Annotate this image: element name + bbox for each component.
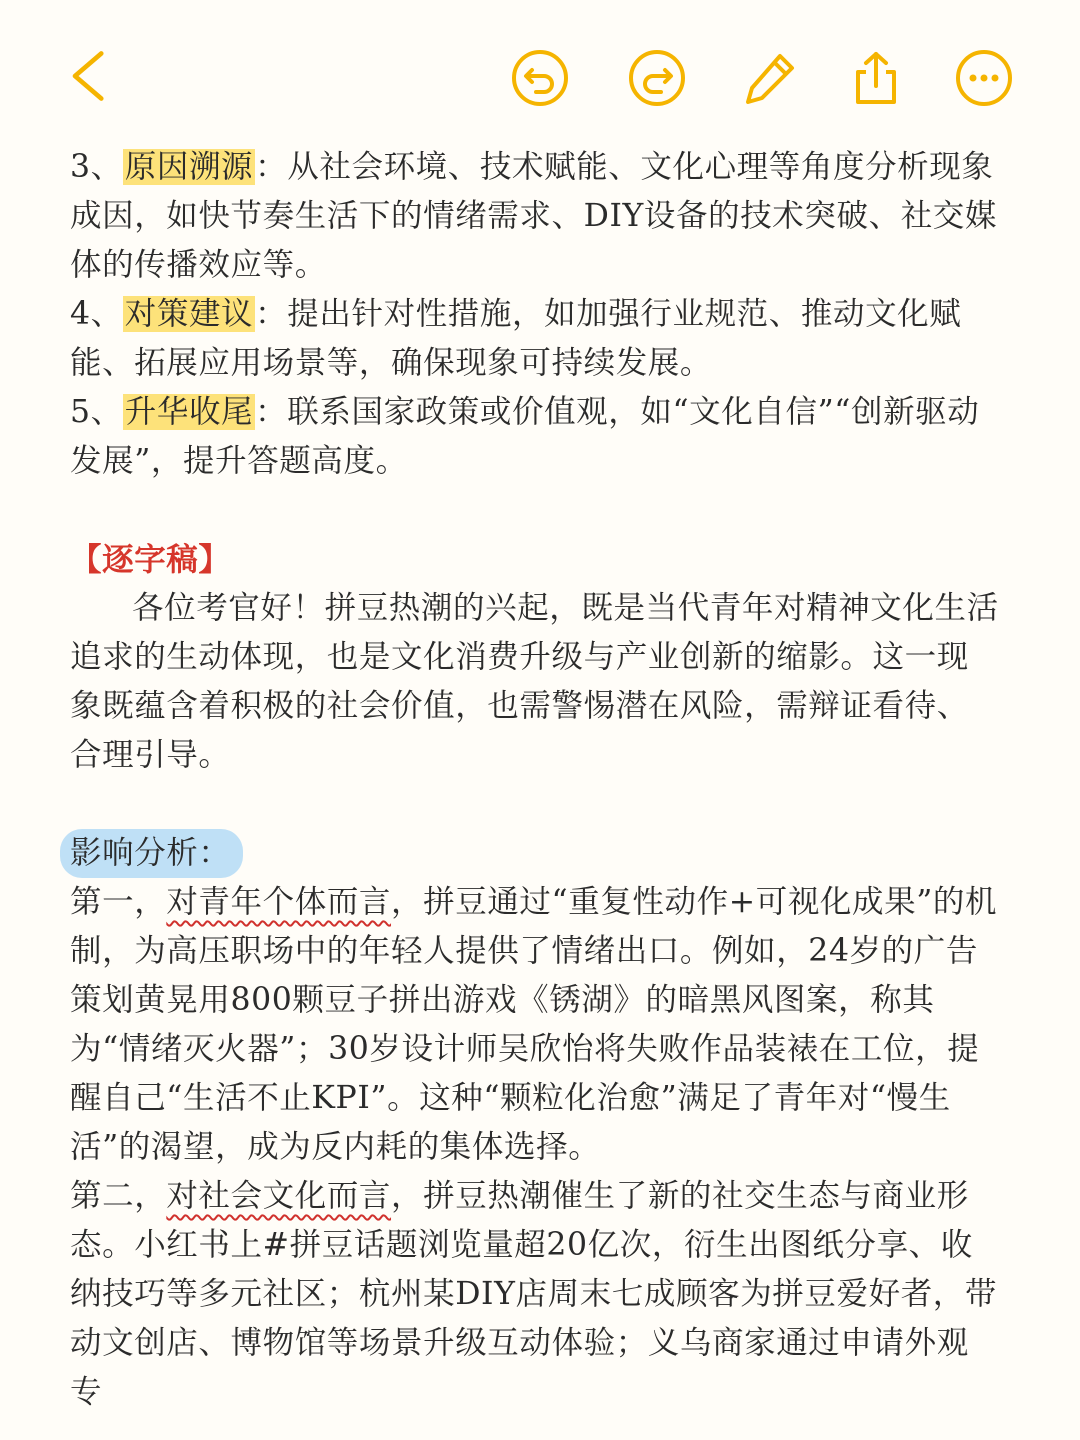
point-text: 提出针对性措施，如加强行业规范、推动文化赋能、拓展应用场景等，确保现象可持续发展。 xyxy=(70,296,962,381)
highlighted-term: 升华收尾 xyxy=(124,394,254,430)
impact-item-1 xyxy=(70,878,1000,1172)
spacer xyxy=(70,780,1000,829)
highlighted-term: 对策建议 xyxy=(124,296,254,332)
item-text: ，拼豆热潮催生了新的社交生态与商业形态。小红书上#拼豆话题浏览量超20亿次，衍生出图纸分享、收纳技巧等多元社区；杭州某DIY店周末七成顾客为拼豆爱好者，带动文创店、博物馆等场景升级互动体验；义乌商家通过申请外观专 xyxy=(70,1178,997,1410)
note-body xyxy=(70,143,1000,1417)
transcript-heading: 【逐字稿】 xyxy=(70,541,231,578)
pencil-icon[interactable] xyxy=(740,48,800,108)
point-text: 从社会环境、技术赋能、文化心理等角度分析现象成因，如快节奏生活下的情绪需求、DIY设备的技术突破、社交媒体的传播效应等。 xyxy=(70,149,997,283)
item-text: ，拼豆通过“重复性动作+可视化成果”的机制，为高压职场中的年轻人提供了情绪出口。例如，24岁的广告策划黄晃用800颗豆子拼出游戏《锈湖》的暗黑风图案，称其为“情绪灭火器”；30岁设计师吴欣怡将失败作品装裱在工位，提醒自己“生活不止KPI”。这种“颗粒化治愈”满足了青年对“慢生活”的渴望，成为反内耗的集体选择。 xyxy=(70,884,998,1165)
item-prefix: 第一， xyxy=(70,884,167,920)
item-prefix: 第二， xyxy=(70,1178,167,1214)
point-3 xyxy=(70,143,1000,290)
share-icon[interactable] xyxy=(846,48,906,108)
colon: ： xyxy=(255,296,288,332)
key-phrase: 对青年个体而言 xyxy=(166,884,392,920)
spacer xyxy=(70,486,1000,535)
highlighted-term: 原因溯源 xyxy=(124,149,254,185)
impact-heading: 影响分析： xyxy=(60,829,243,878)
colon: ： xyxy=(255,149,288,185)
impact-item-2 xyxy=(70,1172,1000,1417)
transcript-intro: 各位考官好！拼豆热潮的兴起，既是当代青年对精神文化生活追求的生动体现，也是文化消费升级与产业创新的缩影。这一现象既蕴含着积极的社会价值，也需警惕潜在风险，需辩证看待、合理引导。 xyxy=(70,590,999,773)
toolbar xyxy=(0,0,1080,130)
point-text: 联系国家政策或价值观，如“文化自信”“创新驱动发展”，提升答题高度。 xyxy=(70,394,980,479)
point-number: 3、 xyxy=(70,149,123,185)
impact-heading-row xyxy=(70,829,1000,878)
more-icon[interactable] xyxy=(954,48,1014,108)
point-5 xyxy=(70,388,1000,486)
point-number: 5、 xyxy=(70,394,123,430)
colon: ： xyxy=(255,394,288,430)
undo-icon[interactable] xyxy=(510,48,570,108)
back-icon[interactable] xyxy=(60,46,120,110)
point-number: 4、 xyxy=(70,296,123,332)
redo-icon[interactable] xyxy=(627,48,687,108)
key-phrase: 对社会文化而言 xyxy=(166,1178,392,1214)
point-4 xyxy=(70,290,1000,388)
